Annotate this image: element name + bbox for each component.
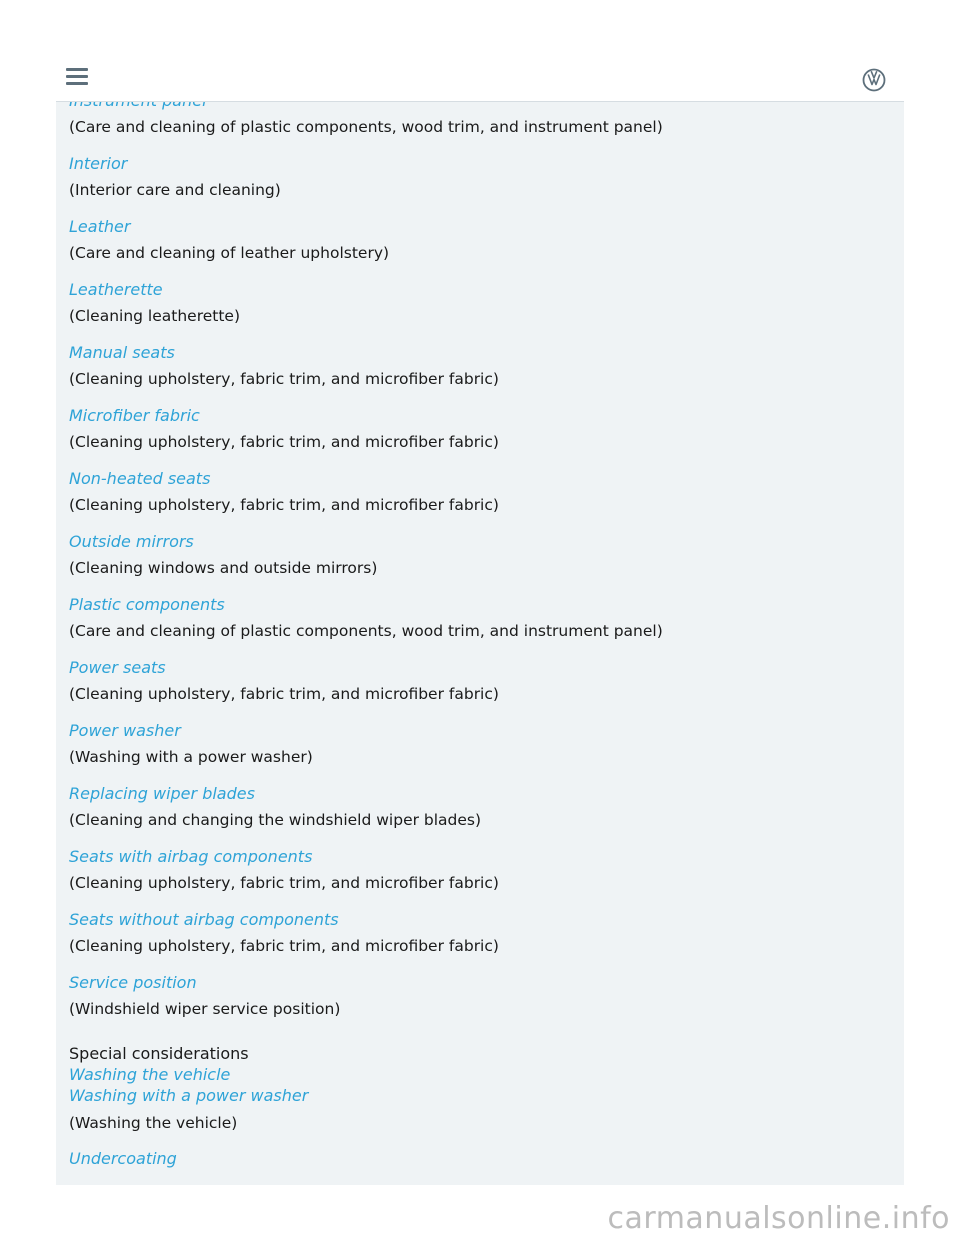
index-term-link[interactable]: Power seats xyxy=(69,658,166,677)
index-term-description: (Care and cleaning of leather upholstery) xyxy=(69,244,390,262)
index-entry xyxy=(69,659,894,722)
index-entry xyxy=(69,218,894,281)
vw-logo-icon[interactable] xyxy=(862,68,886,92)
index-entry xyxy=(69,848,894,911)
index-term-description: (Cleaning upholstery, fabric trim, and microfiber fabric) xyxy=(69,685,499,703)
index-entry xyxy=(69,974,894,1037)
special-considerations xyxy=(69,1044,308,1133)
index-term-description: (Cleaning upholstery, fabric trim, and microfiber fabric) xyxy=(69,370,499,388)
index-entry xyxy=(69,596,894,659)
index-term-link[interactable]: Leatherette xyxy=(69,280,163,299)
index-entry xyxy=(69,722,894,785)
index-term-description: (Care and cleaning of plastic components, wood trim, and instrument panel) xyxy=(69,622,663,640)
index-entries xyxy=(69,92,894,1037)
index-term-description: (Cleaning and changing the windshield wiper blades) xyxy=(69,811,482,829)
index-term-link[interactable]: Manual seats xyxy=(69,343,175,362)
index-entry xyxy=(69,470,894,533)
index-term-link[interactable]: Seats without airbag components xyxy=(69,910,339,929)
index-term-link[interactable]: Non-heated seats xyxy=(69,469,211,488)
link-washing-the-vehicle[interactable]: Washing the vehicle xyxy=(69,1065,231,1084)
index-term-undercoating[interactable]: Undercoating xyxy=(69,1149,177,1168)
index-term-link[interactable]: Outside mirrors xyxy=(69,532,194,551)
index-term-description: (Windshield wiper service position) xyxy=(69,1000,341,1018)
special-considerations-heading: Special considerations xyxy=(69,1044,249,1063)
index-entry xyxy=(69,785,894,848)
index-term-description: (Care and cleaning of plastic components, wood trim, and instrument panel) xyxy=(69,118,663,136)
index-term-link[interactable]: Interior xyxy=(69,154,128,173)
index-term-link[interactable]: Service position xyxy=(69,973,197,992)
index-term-description: (Cleaning upholstery, fabric trim, and microfiber fabric) xyxy=(69,496,499,514)
index-entry xyxy=(69,155,894,218)
index-entry xyxy=(69,407,894,470)
index-term-description: (Cleaning upholstery, fabric trim, and microfiber fabric) xyxy=(69,433,499,451)
index-entry xyxy=(69,911,894,974)
index-term-link[interactable]: Replacing wiper blades xyxy=(69,784,255,803)
index-entry xyxy=(69,281,894,344)
index-term-link[interactable]: Leather xyxy=(69,217,131,236)
index-term-link[interactable]: Seats with airbag components xyxy=(69,847,313,866)
index-term-description: (Interior care and cleaning) xyxy=(69,181,281,199)
index-term-description: (Washing with a power washer) xyxy=(69,748,313,766)
special-description: (Washing the vehicle) xyxy=(69,1114,238,1132)
index-entry xyxy=(69,344,894,407)
index-term-link[interactable]: Microfiber fabric xyxy=(69,406,200,425)
index-term-description: (Cleaning upholstery, fabric trim, and microfiber fabric) xyxy=(69,937,499,955)
index-term-description: (Cleaning leatherette) xyxy=(69,307,241,325)
link-washing-with-power-washer[interactable]: Washing with a power washer xyxy=(69,1086,309,1105)
index-term-description: (Cleaning windows and outside mirrors) xyxy=(69,559,378,577)
index-term-link[interactable]: Power washer xyxy=(69,721,181,740)
index-entry xyxy=(69,533,894,596)
index-content-panel xyxy=(56,101,904,1185)
watermark: carmanualsonline.info xyxy=(607,1201,950,1236)
hamburger-menu-icon[interactable] xyxy=(66,68,88,86)
index-term-description: (Cleaning upholstery, fabric trim, and microfiber fabric) xyxy=(69,874,499,892)
index-term-link[interactable]: Plastic components xyxy=(69,595,225,614)
top-bar xyxy=(56,55,904,102)
